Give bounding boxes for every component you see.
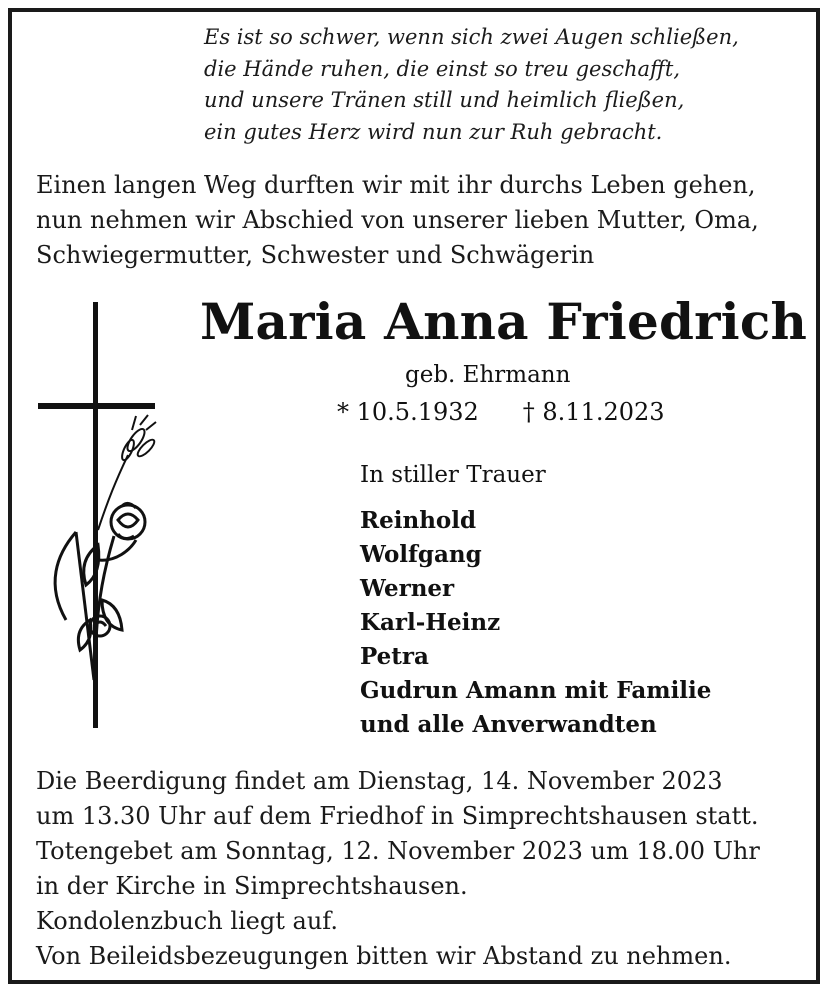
mourner-name: Reinhold [360,507,477,534]
mourning-label: In stiller Trauer [360,462,546,488]
funeral-info [36,764,760,974]
poem-line: Es ist so schwer, wenn sich zwei Augen schließen, [204,25,739,49]
funeral-line: um 13.30 Uhr auf dem Friedhof in Simprechtshausen statt. [36,802,759,830]
intro-line: Schwiegermutter, Schwester und Schwägerin [36,241,595,269]
poem-line: die Hände ruhen, die einst so treu geschafft, [204,56,681,81]
intro-line: Einen langen Weg durften wir mit ihr durchs Leben gehen, [36,171,756,199]
death-date: † 8.11.2023 [522,398,665,426]
funeral-line: Totengebet am Sonntag, 12. November 2023 um 18.00 Uhr [36,837,760,865]
cross-with-roses-icon [36,300,176,732]
intro-text [36,168,759,273]
mourner-name: Wolfgang [360,541,482,568]
poem-line: ein gutes Herz wird nun zur Ruh gebracht. [204,119,663,144]
mourner-name: Karl-Heinz [360,609,501,636]
mourner-name: Petra [360,643,429,670]
mourners-list [360,504,711,742]
funeral-line: Die Beerdigung findet am Dienstag, 14. November 2023 [36,767,723,795]
deceased-name: Maria Anna Friedrich [200,292,808,351]
funeral-line: in der Kirche in Simprechtshausen. [36,872,468,900]
funeral-line: Von Beileidsbezeugungen bitten wir Abstand zu nehmen. [36,942,732,970]
intro-line: nun nehmen wir Abschied von unserer lieben Mutter, Oma, [36,206,759,234]
life-dates [337,398,665,426]
mourner-name: Werner [360,575,455,602]
birth-name: geb. Ehrmann [405,362,571,388]
birth-date: * 10.5.1932 [337,398,479,426]
mourner-name: und alle Anverwandten [360,711,657,738]
poem-line: und unsere Tränen still und heimlich fließen, [204,88,685,112]
mourner-name: Gudrun Amann mit Familie [360,677,712,704]
funeral-line: Kondolenzbuch liegt auf. [36,907,338,935]
poem [204,22,739,148]
